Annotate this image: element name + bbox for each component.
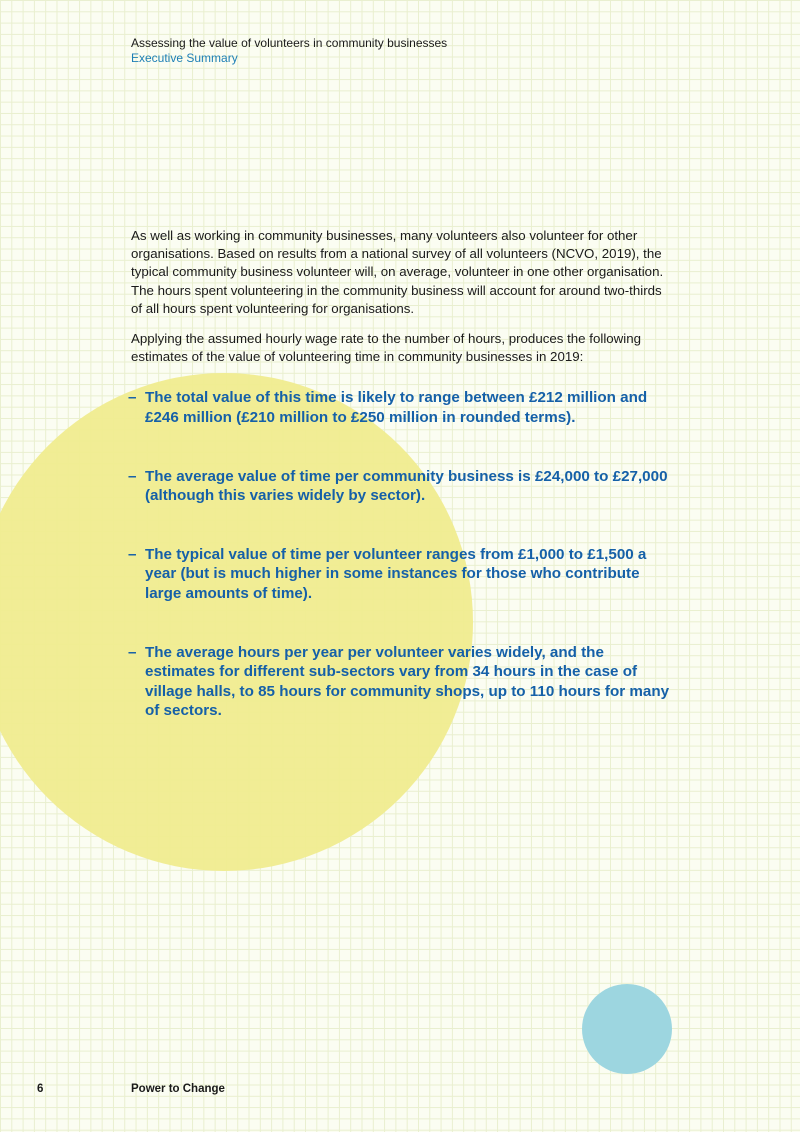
bullet-dash: – (128, 389, 137, 407)
list-item (128, 643, 671, 721)
bullet-dash: – (128, 545, 137, 563)
finding-average-hours: The average hours per year per volunteer varies widely, and the estimates for different sub-sectors vary from 34 hours in the case of village halls, to 85 hours for community shops, up to 110 hours for many of sectors. (145, 643, 670, 720)
key-findings-list (128, 388, 671, 721)
intro-paragraph: As well as working in community businesses, many volunteers also volunteer for other organisations. Based on results from a national survey of all volunteers (NCVO, 2019), the typical community business volunteer will, on average, volunteer in one other organisation. The hours spent volunteering in the community business will account for around two-thirds of all hours spent volunteering for organisations. (131, 228, 664, 316)
bullet-dash: – (128, 643, 137, 661)
estimates-paragraph: Applying the assumed hourly wage rate to the number of hours, produces the following estimates of the value of volunteering time in community businesses in 2019: (131, 331, 642, 365)
bullet-dash: – (128, 467, 137, 485)
page-header (131, 36, 447, 66)
list-item (128, 388, 671, 427)
main-content (128, 227, 671, 760)
finding-total-value: The total value of this time is likely to range between £212 million and £246 million (£210 million to £250 million in rounded terms). (145, 389, 648, 427)
list-item (128, 545, 671, 604)
finding-average-per-business: The average value of time per community business is £24,000 to £27,000 (although this varies widely by sector). (145, 467, 668, 505)
decorative-blue-circle (582, 984, 672, 1074)
finding-value-per-volunteer: The typical value of time per volunteer ranges from £1,000 to £1,500 a year (but is much higher in some instances for those who contribute large amounts of time). (145, 545, 647, 602)
page-number: 6 (37, 1083, 44, 1095)
document-title: Assessing the value of volunteers in community businesses (131, 36, 448, 50)
section-title: Executive Summary (131, 51, 238, 65)
organisation-name: Power to Change (131, 1083, 225, 1095)
list-item (128, 467, 671, 506)
